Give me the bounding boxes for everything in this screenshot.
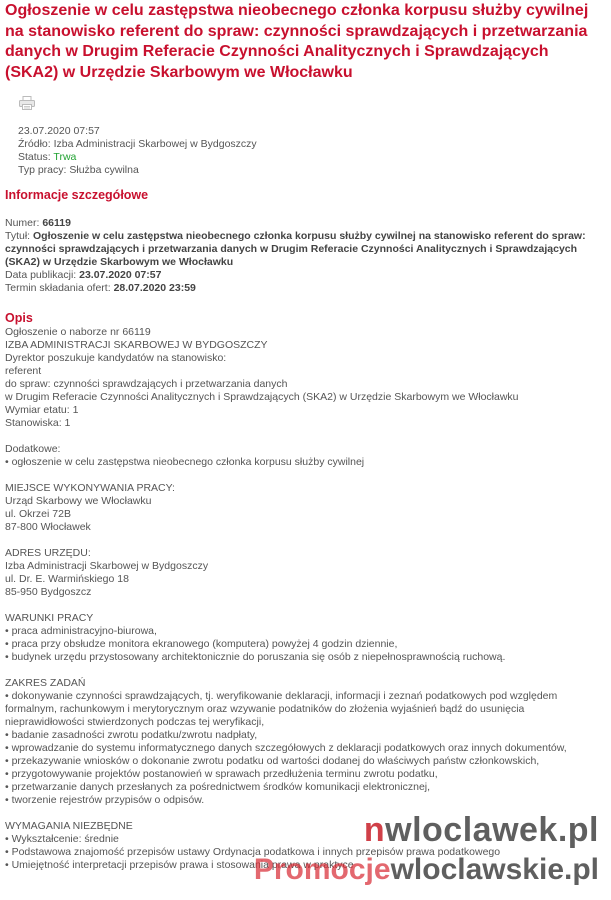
source: Źródło: Izba Administracji Skarbowej w Bydgoszczy bbox=[18, 138, 257, 150]
paragraph-spacer bbox=[5, 534, 606, 547]
page-title: Ogłoszenie w celu zastępstwa nieobecnego członka korpusu służby cywilnej na stanowisko referent do spraw: czynności sprawdzających i przetwarzania danych w Drugim Referacie Czynności Analitycznych i Sprawdzających (SKA2) w Urzędzie Skarbowym we Włocławku bbox=[5, 2, 589, 81]
description-line: • Wykształcenie: średnie bbox=[5, 833, 119, 845]
details-block bbox=[5, 217, 606, 295]
description-line: ul. Dr. E. Warmińskiego 18 bbox=[5, 573, 129, 585]
description-line: • praca administracyjno-biurowa, bbox=[5, 625, 157, 637]
description-line: Wymiar etatu: 1 bbox=[5, 404, 79, 416]
number-value: 66119 bbox=[42, 217, 71, 229]
description-line: ZAKRES ZADAŃ bbox=[5, 677, 86, 689]
description-body bbox=[5, 326, 606, 872]
meta-info bbox=[18, 125, 606, 177]
number-row bbox=[5, 217, 606, 230]
description-line: WARUNKI PRACY bbox=[5, 612, 94, 624]
description-line: • Podstawowa znajomość przepisów ustawy Ordynacja podatkowa i innych przepisów prawa podatkowego bbox=[5, 846, 501, 858]
description-line: • przekazywanie wniosków o dokonanie zwrotu podatku od wartości dodanej do właściwych państw członkowskich, bbox=[5, 755, 540, 767]
description-line: Urząd Skarbowy we Włocławku bbox=[5, 495, 152, 507]
deadline-row bbox=[5, 282, 606, 295]
description-heading: Opis bbox=[5, 311, 33, 325]
title-row bbox=[5, 230, 606, 269]
details-heading: Informacje szczegółowe bbox=[5, 188, 149, 202]
description-line: • ogłoszenie w celu zastępstwa nieobecnego członka korpusu służby cywilnej bbox=[5, 456, 365, 468]
description-line: WYMAGANIA NIEZBĘDNE bbox=[5, 820, 133, 832]
status-badge: Trwa bbox=[53, 151, 77, 163]
description-line: ul. Okrzei 72B bbox=[5, 508, 71, 520]
description-line: • praca przy obsłudze monitora ekranowego (komputera) powyżej 4 godzin dziennie, bbox=[5, 638, 398, 650]
description-line: 85-950 Bydgoszcz bbox=[5, 586, 92, 598]
paragraph-spacer bbox=[5, 430, 606, 443]
deadline-value: 28.07.2020 23:59 bbox=[113, 282, 196, 294]
publication-value: 23.07.2020 07:57 bbox=[79, 269, 162, 281]
description-line: Ogłoszenie o naborze nr 66119 bbox=[5, 326, 151, 338]
description-line: • tworzenie rejestrów przypisów o odpisów. bbox=[5, 794, 205, 806]
deadline-label: Termin składania ofert: bbox=[5, 282, 114, 294]
description-line: • przetwarzanie danych przesłanych za pośrednictwem środków komunikacji elektronicznej, bbox=[5, 781, 431, 793]
watermark-line-2: Promocjewloclawskie.pl bbox=[253, 853, 599, 886]
publication-row bbox=[5, 269, 606, 282]
description-line: • dokonywanie czynności sprawdzających, tj. weryfikowanie deklaracji, informacji i zeznań podatkowych pod względem formalnym, rachunkowym i merytorycznym oraz wzywanie podatników do złożenia wyjaśnień bądź do usunięcia nieprawidłowości stwierdzonych podczas tej weryfikacji, bbox=[5, 690, 558, 728]
paragraph-spacer bbox=[5, 469, 606, 482]
description-line: Dyrektor poszukuje kandydatów na stanowisko: bbox=[5, 352, 227, 364]
description-line: do spraw: czynności sprawdzających i przetwarzania danych bbox=[5, 378, 288, 390]
title-value: Ogłoszenie w celu zastępstwa nieobecnego członka korpusu służby cywilnej na stanowisko referent do spraw: czynności sprawdzających i przetwarzania danych w Drugim Referacie Czynności Analitycznych i Sprawdzających (SKA2) w Urzędzie Skarbowym we Włocławku bbox=[5, 230, 586, 268]
description-line: 87-800 Włocławek bbox=[5, 521, 91, 533]
publish-date: 23.07.2020 07:57 bbox=[18, 125, 100, 137]
description-line: Stanowiska: 1 bbox=[5, 417, 71, 429]
print-icon[interactable] bbox=[19, 96, 35, 110]
description-line: Dodatkowe: bbox=[5, 443, 61, 455]
description-line: Izba Administracji Skarbowej w Bydgoszczy bbox=[5, 560, 209, 572]
paragraph-spacer bbox=[5, 599, 606, 612]
description-line: • wprowadzanie do systemu informatycznego danych szczegółowych z deklaracji podatkowych oraz innych dokumentów, bbox=[5, 742, 567, 754]
status-label: Status: bbox=[18, 151, 54, 163]
work-type: Typ pracy: Służba cywilna bbox=[18, 164, 139, 176]
status bbox=[18, 151, 606, 164]
watermark-line-1: nwloclawek.pl bbox=[363, 811, 599, 849]
description-line: referent bbox=[5, 365, 42, 377]
description-line: • badanie zasadności zwrotu podatku/zwrotu nadpłaty, bbox=[5, 729, 258, 741]
publication-label: Data publikacji: bbox=[5, 269, 80, 281]
description-line: • budynek urzędu przystosowany architektonicznie do poruszania się osób z niepełnosprawnością ruchową. bbox=[5, 651, 506, 663]
description-line: w Drugim Referacie Czynności Analitycznych i Sprawdzających (SKA2) w Urzędzie Skarbowym we Włocławku bbox=[5, 391, 519, 403]
description-line: • przygotowywanie projektów postanowień w sprawach przedłużenia terminu zwrotu podatku, bbox=[5, 768, 438, 780]
paragraph-spacer bbox=[5, 664, 606, 677]
description-line: IZBA ADMINISTRACJI SKARBOWEJ W BYDGOSZCZY bbox=[5, 339, 268, 351]
description-line: • Umiejętność interpretacji przepisów prawa i stosowania prawa w praktyce bbox=[5, 859, 354, 871]
description-line: ADRES URZĘDU: bbox=[5, 547, 91, 559]
description-line: MIEJSCE WYKONYWANIA PRACY: bbox=[5, 482, 175, 494]
number-label: Numer: bbox=[5, 217, 43, 229]
title-label: Tytuł: bbox=[5, 230, 34, 242]
paragraph-spacer bbox=[5, 807, 606, 820]
